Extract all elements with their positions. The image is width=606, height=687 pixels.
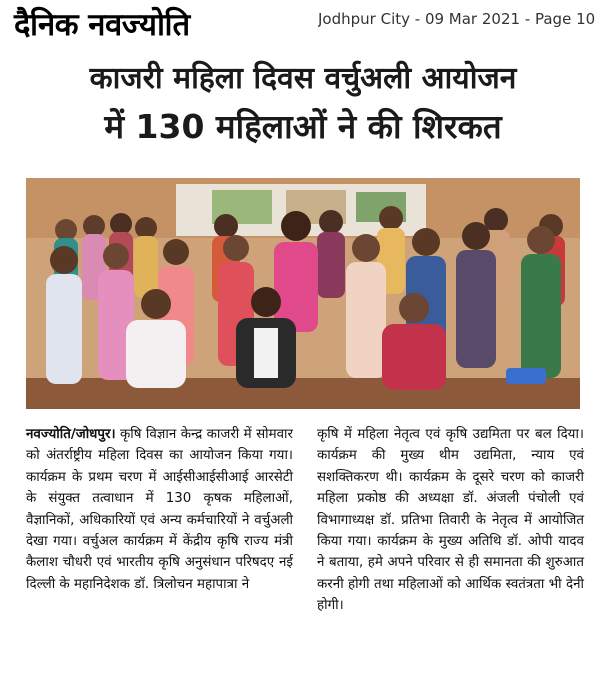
- headline-line-2: में 130 महिलाओं ने की शिरकत: [104, 107, 502, 146]
- article-column-1-text: कृषि विज्ञान केन्द्र काजरी में सोमवार को अंतर्राष्ट्रीय महिला दिवस का आयोजन किया गया। कार्यक्रम के प्रथम चरण में आईसीआईसीआई आरसेटी के संयुक्त तत्वाधान में 130 कृषक महिलाओं, वैज्ञानिकों, अधिकारियों एवं अन्य कर्मचारियों ने वर्चुअली देखा गया। वर्चुअल कार्यक्रम में केंद्रीय कृषि राज्य मंत्री कैलाश चौधरी एवं भारतीय कृषि अनुसंधान परिषदए नई दिल्ली के महानिदेशक डॉ. त्रिलोचन महापात्रा ने: [26, 427, 293, 592]
- dateline: नवज्योति/जोधपुर।: [26, 427, 116, 442]
- article-column-1: [26, 424, 293, 595]
- article-column-2: कृषि में महिला नेतृत्व एवं कृषि उद्यमिता पर बल दिया। कार्यक्रम की मुख्य थीम उद्यमिता, न्याय एवं सशक्तिकरण थी। कार्यक्रम के दूसरे चरण को काजरी महिला प्रकोष्ठ की अध्यक्षा डॉ. अंजली पंचोली एवं विभागाध्यक्ष डॉ. प्रतिभा तिवारी के नेतृत्व में आयोजित किया गया। कार्यक्रम के मुख्य अतिथि डॉ. ओपी यादव ने बताया, हमे अपने परिवार से ही समानता की शुरुआत करनी होगी तथा महिलाओं को आर्थिक स्वतंत्रता भी देनी होगी।: [317, 427, 584, 614]
- article-body: [26, 424, 584, 680]
- masthead: [0, 0, 606, 52]
- newspaper-name: दैनिक नवज्योति: [14, 7, 190, 43]
- group-photo-icon: [26, 178, 580, 409]
- headline: [0, 56, 606, 152]
- edition-line: Jodhpur City - 09 Mar 2021 - Page 10: [318, 10, 596, 28]
- headline-line-1: काजरी महिला दिवस वर्चुअली आयोजन: [89, 61, 517, 96]
